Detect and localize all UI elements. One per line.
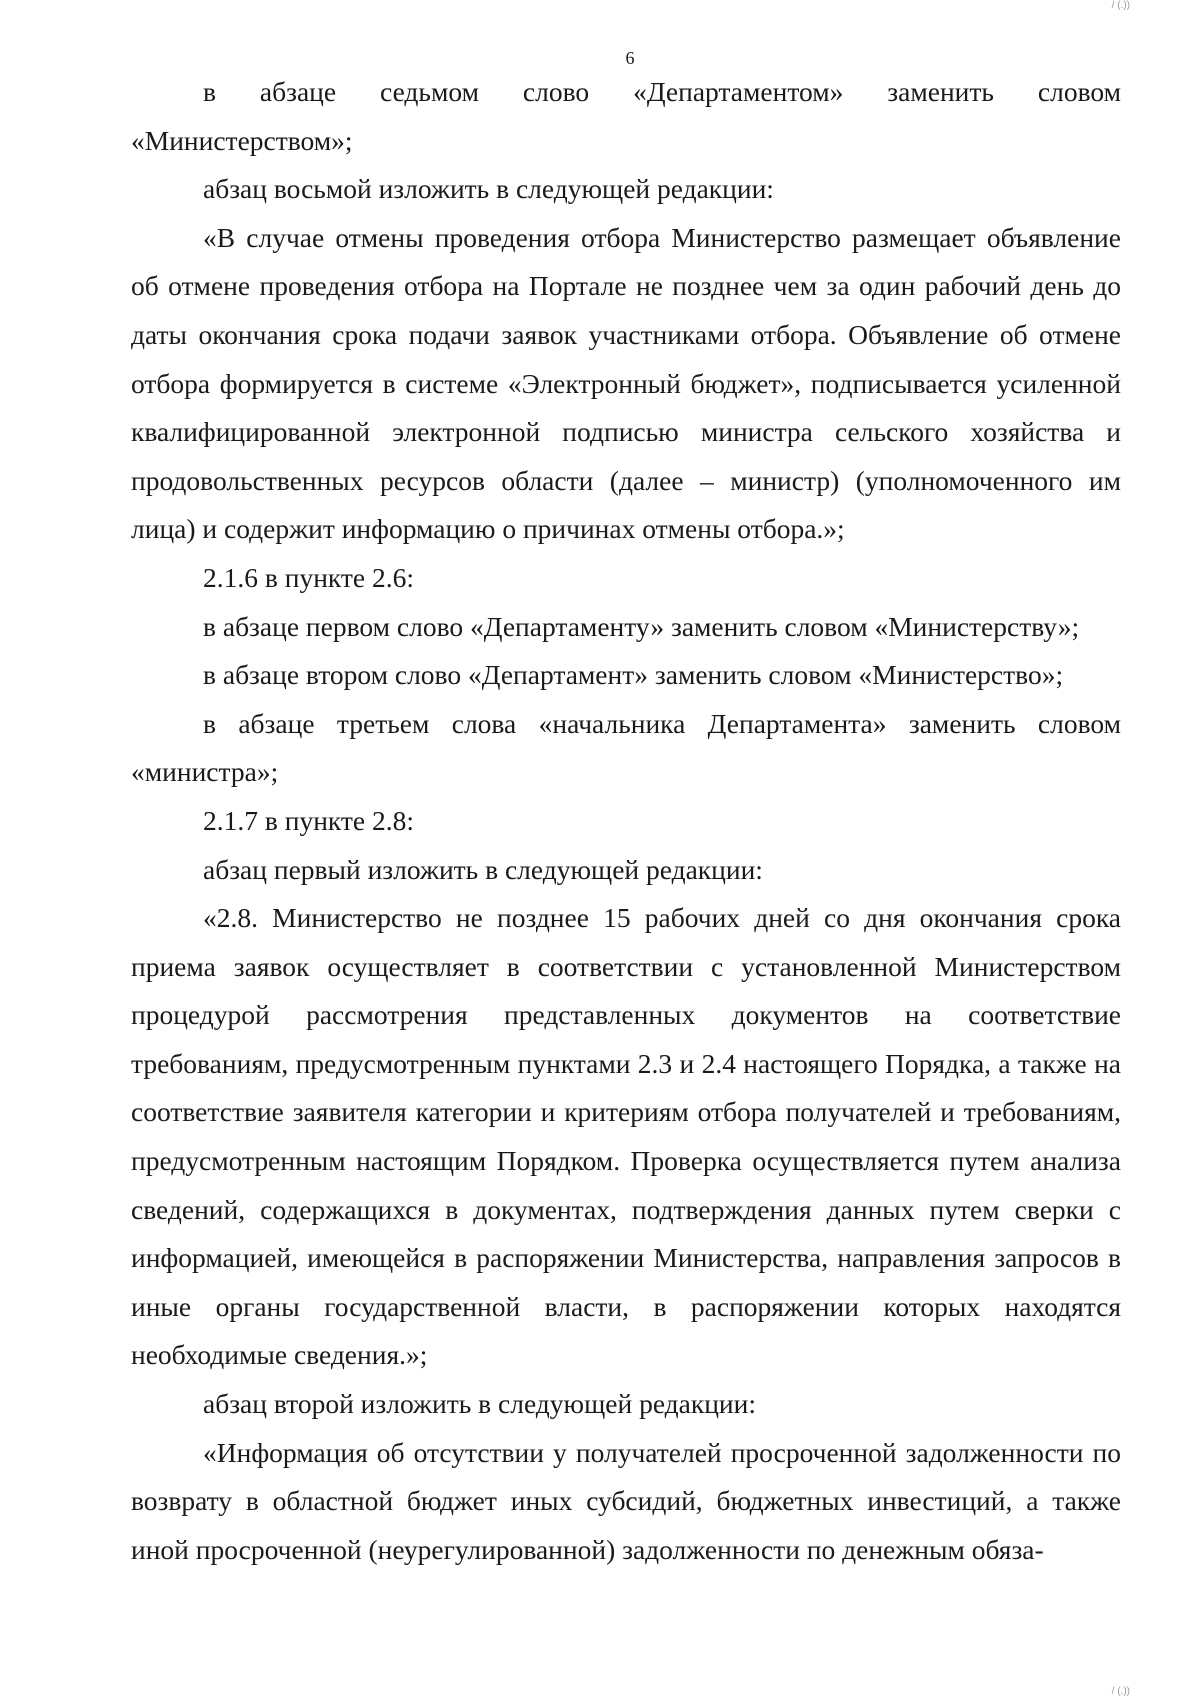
paragraph: «Информация об отсутствии у получателей просроченной задолженности по возврату в областной бюджет иных субсидий, бюджетных инвестиций, а также иной просроченной (неурегулированной) задолженности по денежным обяза-	[131, 1436, 1121, 1565]
scan-mark-bottom: / (.))	[1111, 1686, 1130, 1697]
paragraph: «2.8. Министерство не позднее 15 рабочих дней со дня окончания срока приема заявок осуществляет в соответствии с установленной Министерством процедурой рассмотрения представленных документов на соответствие требованиям, предусмотренным пунктами 2.3 и 2.4 настоящего Порядка, а также на соответствие заявителя категории и критериям отбора получателей и требованиям, предусмотренным настоящим Порядком. Проверка осуществляется путем анализа сведений, содержащихся в документах, подтверждения данных путем сверки с информацией, имеющейся в распоряжении Министерства, направления запросов в иные органы государственной власти, в распоряжении которых находятся необходимые сведения.»;	[131, 902, 1121, 1371]
paragraph: в абзаце втором слово «Департамент» заменить словом «Министерство»;	[203, 659, 1064, 691]
paragraph: абзац восьмой изложить в следующей редакции:	[203, 173, 774, 205]
document-body	[131, 68, 1121, 1574]
page-number: 6	[625, 48, 635, 68]
paragraph: в абзаце первом слово «Департаменту» заменить словом «Министерству»;	[203, 610, 1080, 642]
paragraph: 2.1.7 в пункте 2.8:	[203, 804, 415, 836]
paragraph: абзац второй изложить в следующей редакции:	[203, 1388, 757, 1420]
paragraph: в абзаце третьем слова «начальника Департамента» заменить словом «министра»;	[131, 707, 1121, 788]
paragraph: абзац первый изложить в следующей редакции:	[203, 853, 763, 885]
paragraph: 2.1.6 в пункте 2.6:	[203, 561, 415, 593]
paragraph: в абзаце седьмом слово «Департаментом» заменить словом «Министерством»;	[131, 76, 1121, 156]
paragraph: «В случае отмены проведения отбора Министерство размещает объявление об отмене проведения отбора на Портале не позднее чем за один рабочий день до даты окончания срока подачи заявок участниками отбора. Объявление об отмене отбора формируется в системе «Электронный бюджет», подписывается усиленной квалифицированной электронной подписью министра сельского хозяйства и продовольственных ресурсов области (далее – министр) (уполномоченного им лица) и содержит информацию о причинах отмены отбора.»;	[131, 221, 1121, 545]
scan-mark-top: / (.))	[1111, 0, 1130, 11]
